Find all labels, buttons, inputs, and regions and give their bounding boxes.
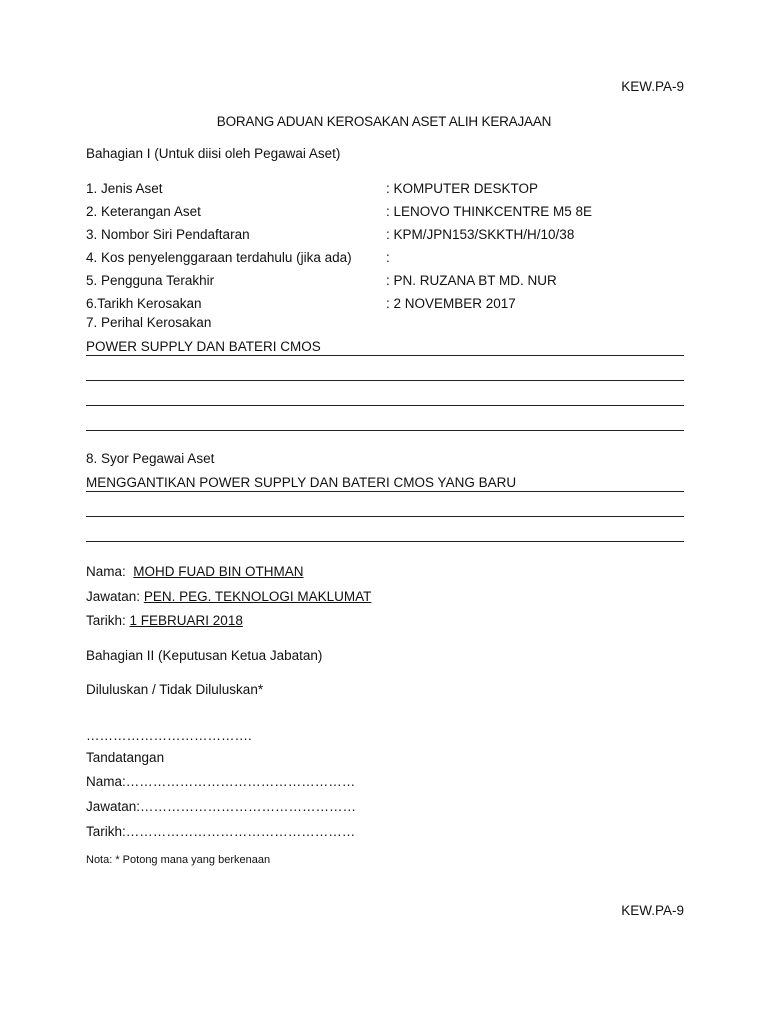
damage-line [86, 414, 684, 431]
damage-line [86, 339, 684, 356]
officer-position-row [86, 589, 371, 604]
field-value-maintenance-cost: : [386, 250, 390, 265]
part1-heading: Bahagian I (Untuk diisi oleh Pegawai Aset) [86, 146, 341, 161]
officer-name-row [86, 564, 304, 579]
field-value-serial-number: : KPM/JPN153/SKKTH/H/10/38 [386, 227, 575, 242]
head-position-line: Jawatan:………………………………………… [86, 799, 357, 814]
recommendation-line [86, 475, 684, 492]
field-label-damage-date: 6.Tarikh Kerosakan [86, 296, 202, 311]
field-label-asset-description: 2. Keterangan Aset [86, 204, 201, 219]
officer-position-value: PEN. PEG. TEKNOLOGI MAKLUMAT [143, 589, 372, 604]
recommendation-line-text: MENGGANTIKAN POWER SUPPLY DAN BATERI CMOS YANG BARU [86, 475, 517, 490]
damage-line [86, 389, 684, 406]
form-code-bottom: KEW.PA-9 [621, 903, 684, 918]
form-code-top: KEW.PA-9 [621, 79, 684, 94]
officer-date-row [86, 613, 243, 628]
field-value-damage-date: : 2 NOVEMBER 2017 [386, 296, 516, 311]
field-label-maintenance-cost: 4. Kos penyelenggaraan terdahulu (jika ada) [86, 250, 352, 265]
officer-date-label: Tarikh: [86, 613, 126, 628]
head-date-line: Tarikh:…………………………………………… [86, 824, 356, 839]
field-value-last-user: : PN. RUZANA BT MD. NUR [386, 273, 557, 288]
form-title: BORANG ADUAN KEROSAKAN ASET ALIH KERAJAAN [216, 114, 552, 129]
signature-dots: ………………………………. [86, 728, 252, 743]
part2-heading: Bahagian II (Keputusan Ketua Jabatan) [86, 648, 323, 663]
officer-name-value: MOHD FUAD BIN OTHMAN [133, 564, 304, 579]
recommendation-line [86, 500, 684, 517]
officer-date-value: 1 FEBRUARI 2018 [129, 613, 243, 628]
approval-decision: Diluluskan / Tidak Diluluskan* [86, 682, 264, 697]
damage-line [86, 364, 684, 381]
field-label-serial-number: 3. Nombor Siri Pendaftaran [86, 227, 250, 242]
field-value-asset-description: : LENOVO THINKCENTRE M5 8E [386, 204, 593, 219]
damage-line-text: POWER SUPPLY DAN BATERI CMOS [86, 339, 321, 354]
signature-label: Tandatangan [86, 750, 165, 765]
field-label-last-user: 5. Pengguna Terakhir [86, 273, 215, 288]
field-label-asset-type: 1. Jenis Aset [86, 181, 163, 196]
footnote: Nota: * Potong mana yang berkenaan [86, 854, 271, 866]
field-value-asset-type: : KOMPUTER DESKTOP [386, 181, 539, 196]
officer-name-label: Nama: [86, 564, 126, 579]
recommendation-label: 8. Syor Pegawai Aset [86, 451, 215, 466]
recommendation-line [86, 525, 684, 542]
officer-position-label: Jawatan: [86, 589, 141, 604]
head-name-line: Nama:…………………………………………… [86, 774, 356, 789]
damage-description-label: 7. Perihal Kerosakan [86, 315, 212, 330]
